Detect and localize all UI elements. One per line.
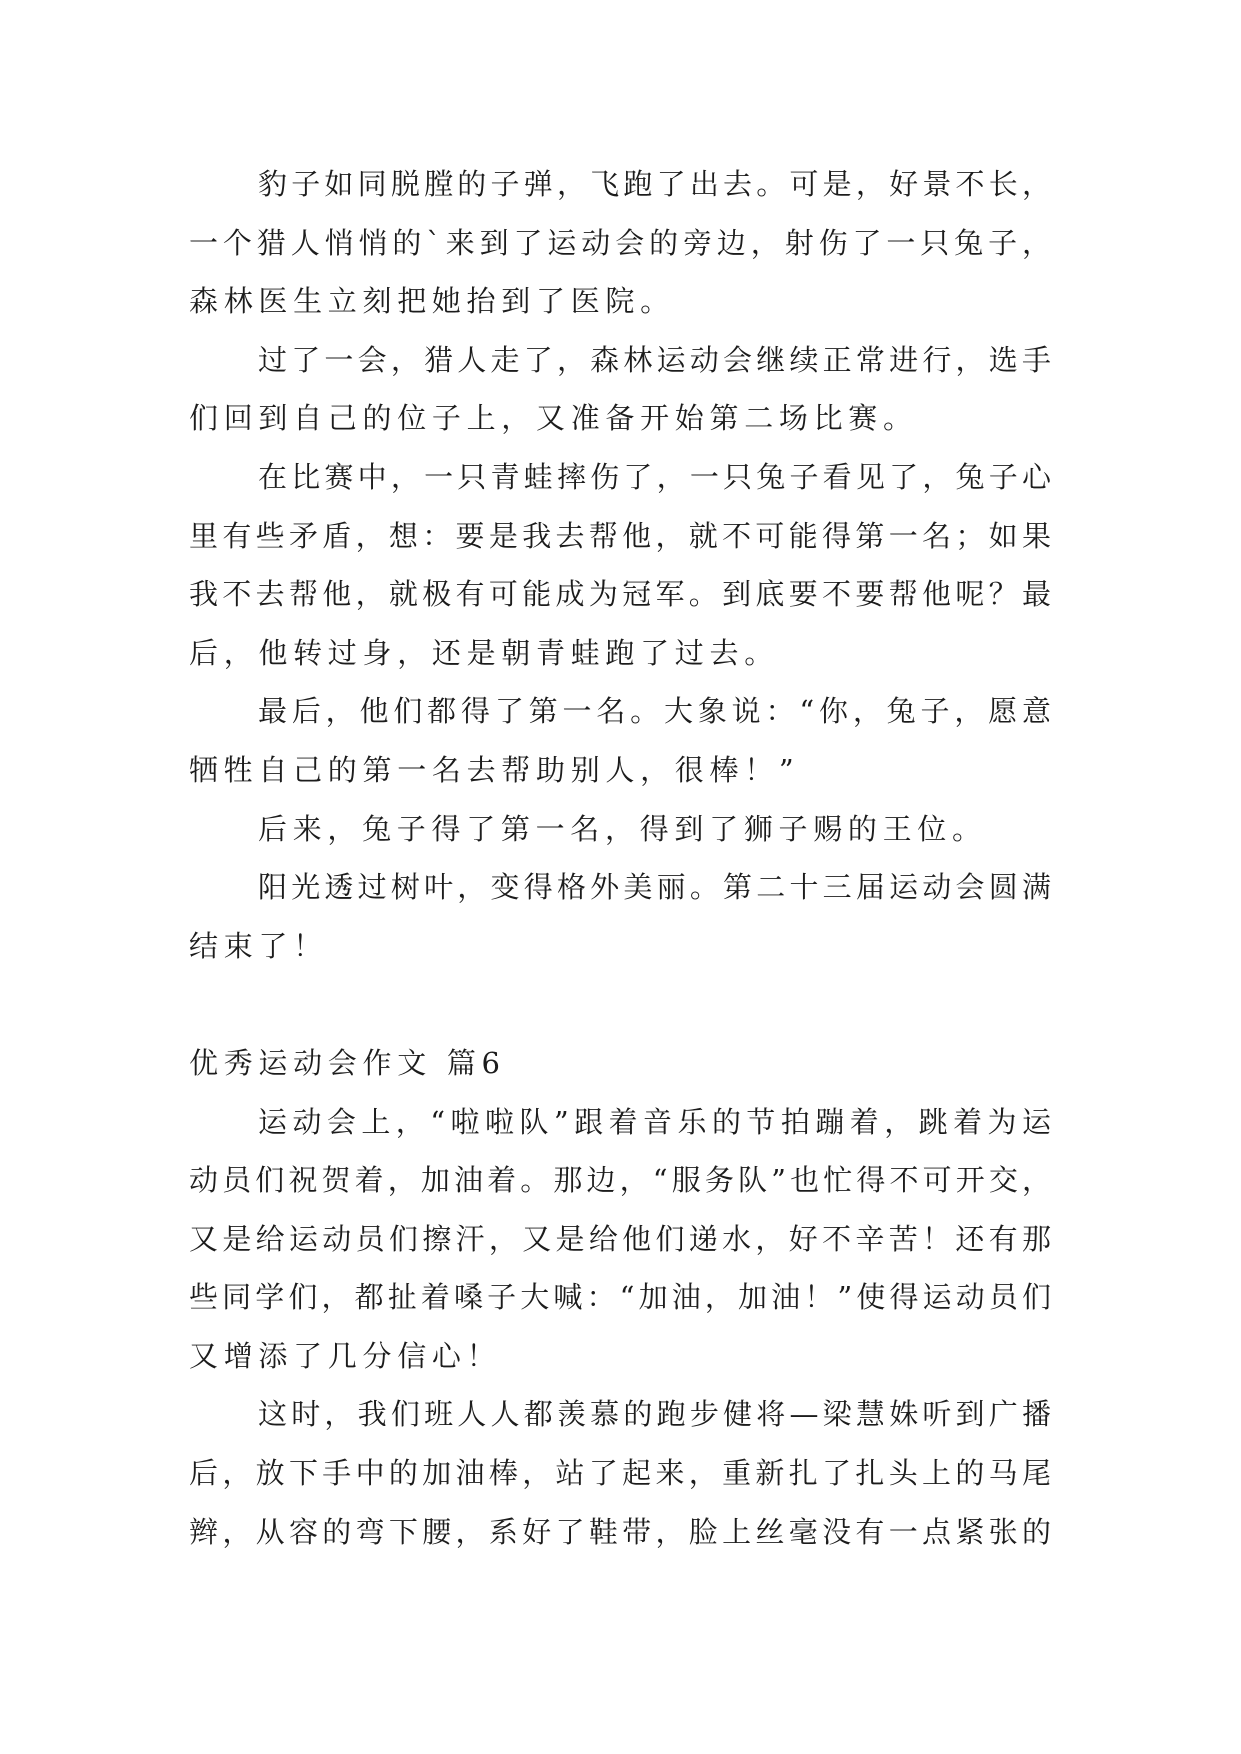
- text-line: 牺牲自己的第一名去帮助别人，很棒！”: [189, 752, 800, 787]
- paragraph: [189, 800, 1051, 859]
- text-line: 运动会上，“啦啦队”跟着音乐的节拍蹦着，跳着为运: [258, 1104, 1051, 1139]
- text-line: 森林医生立刻把她抬到了医院。: [189, 284, 675, 319]
- text-line: 阳光透过树叶，变得格外美丽。第二十三届运动会圆满: [258, 870, 1051, 905]
- section-heading: 优秀运动会作文 篇6: [189, 1045, 506, 1080]
- paragraph: [189, 682, 1051, 799]
- text-line: 我不去帮他，就极有可能成为冠军。到底要不要帮他呢？最: [189, 577, 1051, 612]
- paragraph: [189, 1093, 1051, 1386]
- text-line: 后，放下手中的加油棒，站了起来，重新扎了扎头上的马尾: [189, 1456, 1051, 1491]
- paragraph: [189, 1385, 1051, 1561]
- text-line: 们回到自己的位子上，又准备开始第二场比赛。: [189, 401, 918, 436]
- text-line: 过了一会，猎人走了，森林运动会继续正常进行，选手: [258, 342, 1051, 377]
- text-line: 又是给运动员们擦汗，又是给他们递水，好不辛苦！还有那: [189, 1221, 1051, 1256]
- text-line: 里有些矛盾，想：要是我去帮他，就不可能得第一名；如果: [189, 518, 1051, 553]
- paragraph: [189, 448, 1051, 682]
- passage: [189, 1034, 1051, 1561]
- text-line: 这时，我们班人人都羡慕的跑步健将—梁慧姝听到广播: [258, 1397, 1051, 1432]
- body-text: [189, 155, 1051, 1561]
- text-line: 动员们祝贺着，加油着。那边，“服务队”也忙得不可开交，: [189, 1163, 1051, 1198]
- text-line: 在比赛中，一只青蛙摔伤了，一只兔子看见了，兔子心: [258, 459, 1051, 494]
- text-line: 后来，兔子得了第一名，得到了狮子赐的王位。: [258, 811, 987, 846]
- text-line: 结束了！: [189, 928, 328, 963]
- text-line: 最后，他们都得了第一名。大象说：“你，兔子，愿意: [258, 694, 1051, 729]
- text-line: 些同学们，都扯着嗓子大喊：“加油，加油！”使得运动员们: [189, 1280, 1051, 1315]
- passage: [189, 155, 1051, 975]
- text-line: 辫，从容的弯下腰，系好了鞋带，脸上丝毫没有一点紧张的: [189, 1514, 1051, 1549]
- text-line: 豹子如同脱膛的子弹，飞跑了出去。可是，好景不长，: [258, 167, 1051, 201]
- blank-line: [189, 975, 1051, 1034]
- text-line: 又增添了几分信心！: [189, 1338, 502, 1373]
- text-line: 后，他转过身，还是朝青蛙跑了过去。: [189, 635, 779, 670]
- paragraph: [189, 155, 1051, 331]
- text-line: 一个猎人悄悄的`来到了运动会的旁边，射伤了一只兔子，: [189, 225, 1051, 260]
- paragraph: [189, 331, 1051, 448]
- paragraph: [189, 858, 1051, 975]
